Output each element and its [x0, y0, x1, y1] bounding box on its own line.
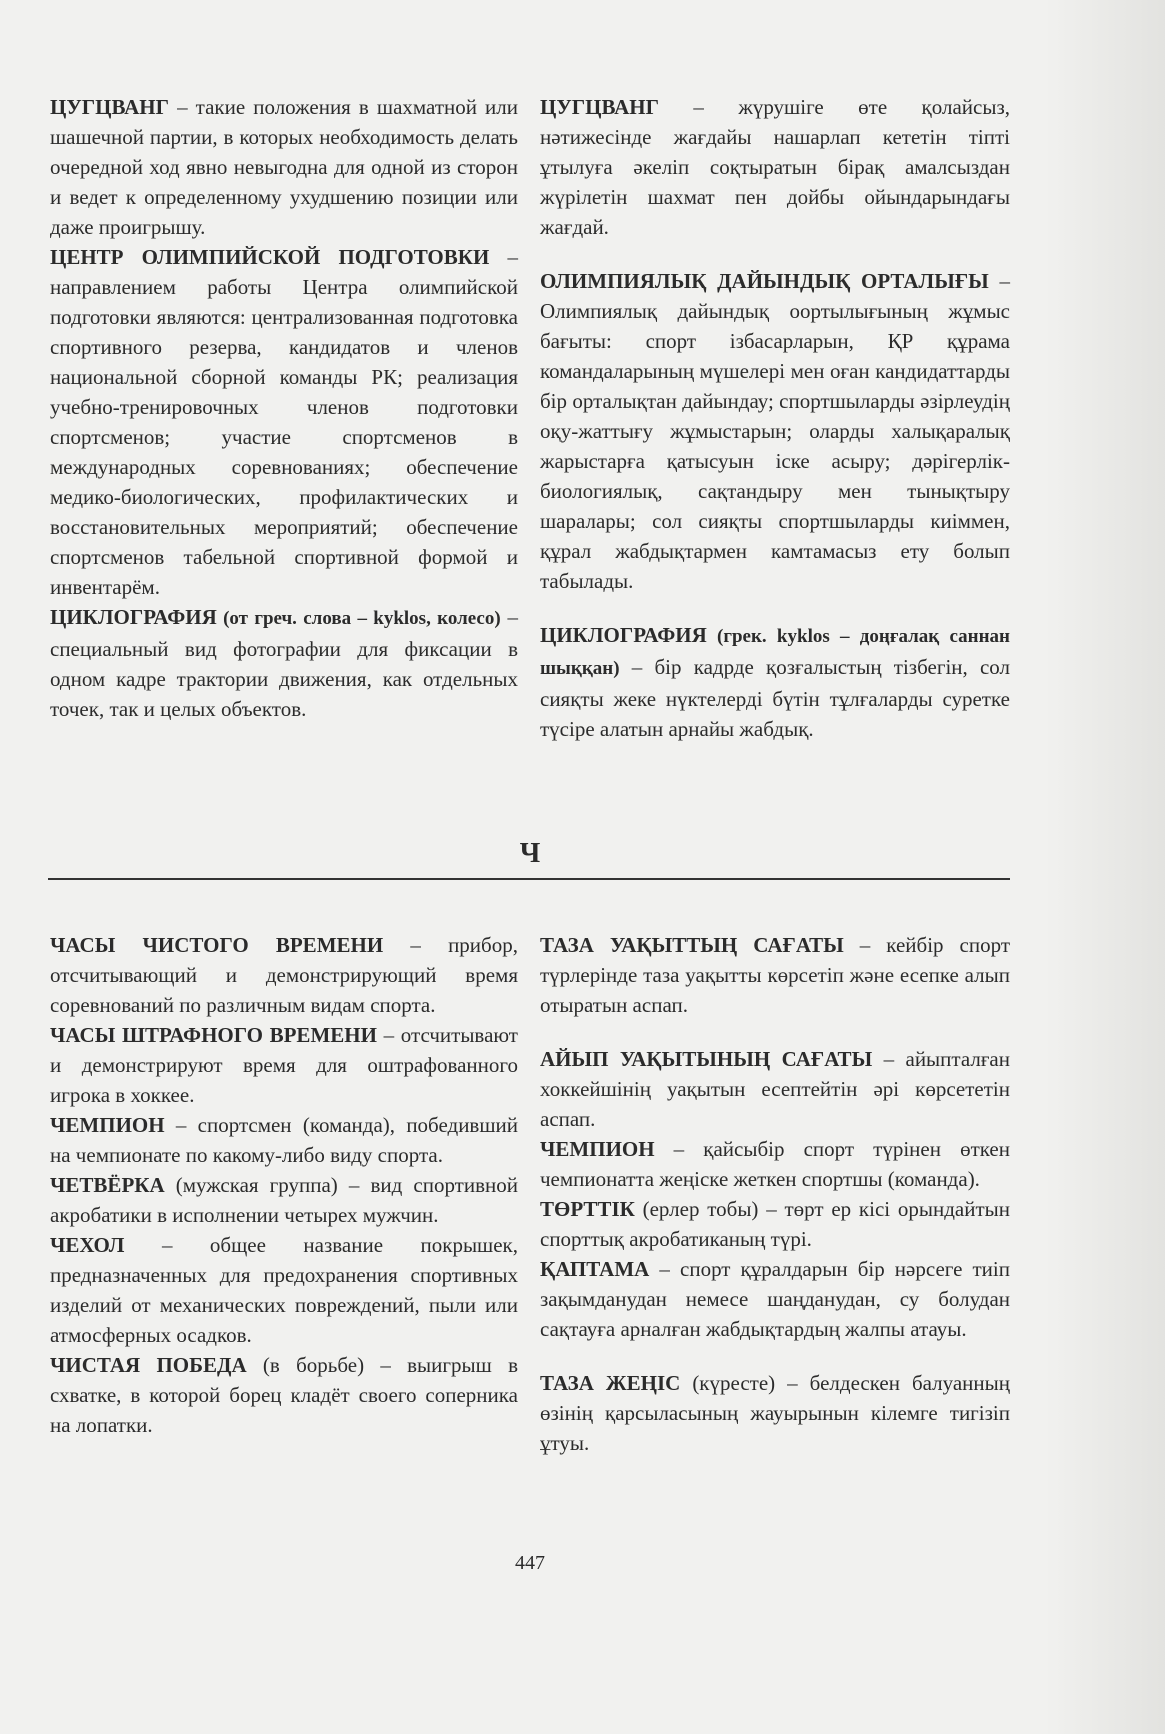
entry-definition: – такие положения в шахматной или шашечной партии, в которых необходимость делать очередной ход явно невыгодна для одной из сторон и ведет к определенному ухудшению позиции или даже проигрышу.	[50, 95, 518, 239]
entry-term: ЧЕТВЁРКА	[50, 1173, 165, 1197]
entry-definition: – направлением работы Центра олимпийской подготовки являются: централизованная подготовка спортивного резерва, кандидатов и членов национальной сборной команды РК; реализация учебно-тренировочных членов подготовки спортсменов; участие спортсменов в международных соревнованиях; обеспечение медико-биологических, профилактических и восстановительных мероприятий; обеспечение спортсменов табельной спортивной формой и инвентарём.	[50, 245, 518, 599]
entry-definition: – прибор, отсчитывающий и демонстрирующий время соревнований по различным видам спорта.	[50, 933, 518, 1017]
entry-etymology: (от греч. слова – kyklos, колесо)	[216, 608, 501, 629]
entry-term: ЦИКЛОГРАФИЯ	[540, 623, 707, 647]
entry-champion-ru	[50, 1110, 518, 1170]
entry-term: ОЛИМПИЯЛЫҚ ДАЙЫНДЫҚ ОРТАЛЫҒЫ	[540, 269, 989, 293]
entry-cyclography-ru	[50, 602, 518, 724]
entry-term: ЧАСЫ ЧИСТОГО ВРЕМЕНИ	[50, 933, 384, 957]
entry-definition: – специальный вид фотографии для фиксации в одном кадре трактории движения, как отдельных точек, так и целых объектов.	[50, 605, 519, 721]
entry-definition: – жүрушіге өте қолайсыз, нәтижесінде жағдайы нашарлап кететін тіпті ұтылуға әкеліп соқтыратын бірақ амалсыздан жүрілетін шахмат пен дойбы ойындарындағы жағдай.	[540, 95, 1010, 239]
entry-definition: – кейбір спорт түрлерінде таза уақытты көрсетіп және есепке алып отыратын аспап.	[540, 933, 1010, 1017]
entry-definition: – общее название покрышек, предназначенных для предохранения спортивных изделий от механических повреждений, пыли или атмосферных осадков.	[50, 1233, 518, 1347]
entry-definition: (в борьбе) – выигрыш в схватке, в которой борец кладёт своего соперника на лопатки.	[50, 1353, 518, 1437]
entry-champion-kz	[540, 1134, 1010, 1194]
entry-definition: – айыпталған хоккейшінің уақытын есептейтін әрі көрсететін аспап.	[540, 1047, 1010, 1131]
section-divider	[48, 878, 1010, 880]
entry-term: ЦИКЛОГРАФИЯ	[50, 605, 217, 629]
top-right-column	[540, 92, 1010, 744]
entry-tsugtsvang-kz	[540, 92, 1010, 242]
entry-definition: – спорт құралдарын бір нәрсеге тиіп зақымданудан немесе шаңданудан, су болудан сақтауға арналған жабдықтардың жалпы атауы.	[540, 1257, 1010, 1341]
entry-penalty-clock-ru	[50, 1020, 518, 1110]
entry-term: ЧИСТАЯ ПОБЕДА	[50, 1353, 247, 1377]
entry-clean-time-clock-ru	[50, 930, 518, 1020]
entry-term: ЦЕНТР ОЛИМПИЙСКОЙ ПОДГОТОВКИ	[50, 245, 490, 269]
entry-definition: – Олимпиялық дайындық оортылығының жұмыс бағыты: спорт ізбасарларын, ҚР құрама командаларының мүшелері мен оған кандидаттарды бір орталықтан дайындау; спортшыларды әзірлеудің оқу-жаттығу жұмыстарын; оларды халықаралық жарыстарға қатысуын іске асыру; дәрігерлік-биологиялық, сақтандыру мен тынықтыру шаралары; сол сияқты спортшыларды киіммен, құрал жабдықтармен камтамасыз ету болып табылады.	[540, 269, 1011, 593]
entry-definition: – спортсмен (команда), победивший на чемпионате по какому-либо виду спорта.	[50, 1113, 518, 1167]
entry-clean-win-kz	[540, 1368, 1010, 1458]
entry-cyclography-kz	[540, 620, 1010, 744]
entry-penalty-clock-kz	[540, 1044, 1010, 1134]
entry-term: ЦУГЦВАНГ	[540, 95, 659, 119]
entry-olympic-center-kz	[540, 266, 1010, 596]
entry-four-kz	[540, 1194, 1010, 1254]
entry-olympic-center-ru	[50, 242, 518, 602]
entry-term: ЧЕХОЛ	[50, 1233, 125, 1257]
entry-term: ЧЕМПИОН	[540, 1137, 655, 1161]
entry-term: ТАЗА ЖЕҢІС	[540, 1371, 681, 1395]
entry-term: ЧАСЫ ШТРАФНОГО ВРЕМЕНИ	[50, 1023, 377, 1047]
entry-term: ТӨРТТІК	[540, 1197, 635, 1221]
entry-definition: (ерлер тобы) – төрт ер кісі орындайтын спорттық акробатиканың түрі.	[540, 1197, 1010, 1251]
entry-definition: (мужская группа) – вид спортивной акробатики в исполнении четырех мужчин.	[50, 1173, 518, 1227]
entry-cover-kz	[540, 1254, 1010, 1344]
entry-term: ЧЕМПИОН	[50, 1113, 165, 1137]
entry-tsugtsvang-ru	[50, 92, 518, 242]
entry-term: ТАЗА УАҚЫТТЫҢ САҒАТЫ	[540, 933, 844, 957]
entry-clean-win-ru	[50, 1350, 518, 1440]
top-left-column	[50, 92, 518, 724]
bottom-right-column	[540, 930, 1010, 1458]
entry-term: АЙЫП УАҚЫТЫНЫҢ САҒАТЫ	[540, 1047, 873, 1071]
entry-term: ЦУГЦВАНГ	[50, 95, 169, 119]
page-number: 447	[515, 1552, 545, 1574]
section-letter: Ч	[519, 838, 541, 869]
entry-definition: (күресте) – белдескен балуанның өзінің қарсыласының жауырынын кілемге тигізіп ұтуы.	[540, 1371, 1011, 1455]
entry-definition: – отсчитывают и демонстрируют время для оштрафованного игрока в хоккее.	[50, 1023, 518, 1107]
page-edge-shadow	[1045, 0, 1165, 1734]
entry-clean-time-clock-kz	[540, 930, 1010, 1020]
entry-etymology: (грек. kyklos – доңғалақ саннан шыққан)	[540, 626, 1010, 679]
bottom-left-column	[50, 930, 518, 1440]
entry-definition: – бір кадрде қозғалыстың тізбегін, сол сияқты жеке нүктелерді бүтін тұлғаларды суретке түсіре алатын арнайы жабдық.	[540, 655, 1010, 741]
entry-cover-ru	[50, 1230, 518, 1350]
entry-definition: – қайсыбір спорт түрінен өткен чемпионатта жеңіске жеткен спортшы (команда).	[540, 1137, 1010, 1191]
entry-term: ҚАПТАМА	[540, 1257, 650, 1281]
entry-four-ru	[50, 1170, 518, 1230]
